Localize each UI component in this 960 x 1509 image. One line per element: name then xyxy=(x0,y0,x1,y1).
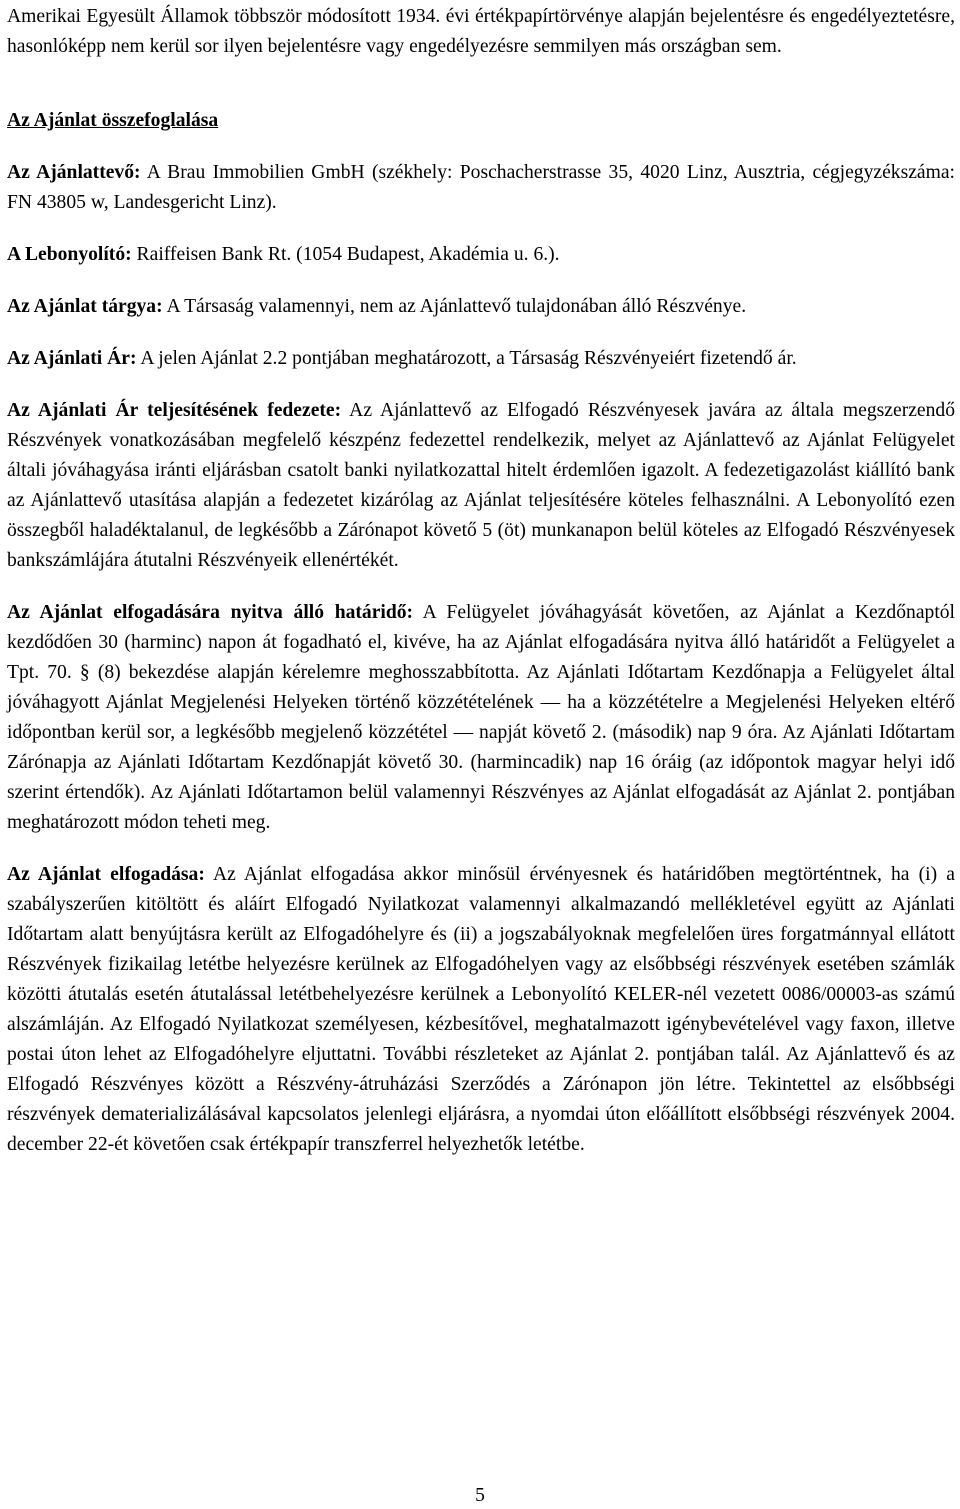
summary-heading-text: Az Ajánlat összefoglalása xyxy=(7,110,219,131)
deadline-text: A Felügyelet jóváhagyását követően, az Ajánlat a Kezdőnaptól kezdődően 30 (harminc) napon át fogadható el, kivéve, ha az Ajánlat elfogadására nyitva álló határidőt a Felügyelet a Tpt. 70. § (8) bekezdése alapján kérelemre meghosszabbította. Az Ajánlati Időtartam Kezdőnapja a Felügyelet által jóváhagyott Ajánlat Megjelenési Helyeken történő közzétételének — ha a közzétételre a Megjelenési Helyeken eltérő időpontban kerül sor, a legkésőbb megjelenő közzététel — napját követő 2. (második) nap 9 óra. Az Ajánlati Időtartam Zárónapja az Ajánlati Időtartam Kezdőnapját követő 30. (harmincadik) nap 16 óráig (az időpontok magyar helyi idő szerint értendők). Az Ajánlati Időtartamon belül valamennyi Részvényes az Ajánlat elfogadását az Ajánlat 2. pontjában meghatározott módon teheti meg. xyxy=(7,602,955,833)
subject-paragraph xyxy=(7,292,955,322)
document-page xyxy=(7,2,955,1160)
price-label: Az Ajánlati Ár: xyxy=(7,348,137,369)
deadline-paragraph xyxy=(7,598,955,838)
price-text: A jelen Ajánlat 2.2 pontjában meghatározott, a Társaság Részvényeiért fizetendő ár. xyxy=(136,348,797,369)
coverage-label: Az Ajánlati Ár teljesítésének fedezete: xyxy=(7,400,342,421)
intro-paragraph: Amerikai Egyesült Államok többször módosított 1934. évi értékpapírtörvénye alapján bejelentésre és engedélyeztetésre, hasonlóképp nem kerül sor ilyen bejelentésre vagy engedélyezésre semmilyen más országban sem. xyxy=(7,6,955,57)
coverage-paragraph xyxy=(7,396,955,576)
subject-text: A Társaság valamennyi, nem az Ajánlattevő tulajdonában álló Részvénye. xyxy=(162,296,747,317)
acceptance-paragraph xyxy=(7,860,955,1160)
offeror-text: A Brau Immobilien GmbH (székhely: Poschacherstrasse 35, 4020 Linz, Ausztria, cégjegyzékszáma: FN 43805 w, Landesgericht Linz). xyxy=(7,162,955,213)
summary-heading xyxy=(7,106,955,136)
page-number: 5 xyxy=(475,1485,485,1506)
price-paragraph xyxy=(7,344,955,374)
deadline-label: Az Ajánlat elfogadására nyitva álló határidő: xyxy=(7,602,414,623)
manager-paragraph xyxy=(7,240,955,270)
coverage-text: Az Ajánlattevő az Elfogadó Részvényesek javára az általa megszerzendő Részvények vonatkozásában megfelelő készpénz fedezettel rendelkezik, melyet az Ajánlattevő az Ajánlat Felügyelet általi jóváhagyása iránti eljárásban csatolt banki nyilatkozattal hitelt érdemlően igazolt. A fedezetigazolást kiállító bank az Ajánlattevő utasítása alapján a fedezetet kizárólag az Ajánlat teljesítésére köteles felhasználni. A Lebonyolító ezen összegből haladéktalanul, de legkésőbb a Zárónapot követő 5 (öt) munkanapon belül köteles az Elfogadó Részvényesek bankszámlájára átutalni Részvényeik ellenértékét. xyxy=(7,400,955,571)
manager-label: A Lebonyolító: xyxy=(7,244,132,265)
acceptance-label: Az Ajánlat elfogadása: xyxy=(7,864,205,885)
acceptance-text: Az Ajánlat elfogadása akkor minősül érvényesnek és határidőben megtörténtnek, ha (i) a szabályszerűen kitöltött és aláírt Elfogadó Nyilatkozat valamennyi alkalmazandó mellékletével együtt az Ajánlati Időtartam alatt benyújtásra került az Elfogadóhelyre és (ii) a jogszabályoknak megfelelően üres forgatmánnyal ellátott Részvények fizikailag letétbe helyezésre kerülnek az Elfogadóhelyen vagy az elsőbbségi részvények esetében számlák közötti átutalás esetén átutalással letétbehelyezésre kerülnek a Lebonyolító KELER-nél vezetett 0086/00003-as számú alszámláján. Az Elfogadó Nyilatkozat személyesen, kézbesítővel, meghatalmazott igénybevételével vagy faxon, illetve postai úton lehet az Elfogadóhelyre eljuttatni. További részleteket az Ajánlat 2. pontjában talál. Az Ajánlattevő és az Elfogadó Részvényes között a Részvény-átruházási Szerződés a Zárónapon jön létre. Tekintettel az elsőbbségi részvények dematerializálásával kapcsolatos jelenlegi eljárásra, a nyomdai úton előállított elsőbbségi részvények 2004. december 22-ét követően csak értékpapír transzferrel helyezhetők letétbe. xyxy=(7,864,955,1155)
subject-label: Az Ajánlat tárgya: xyxy=(7,296,163,317)
offeror-paragraph xyxy=(7,158,955,218)
manager-text: Raiffeisen Bank Rt. (1054 Budapest, Akadémia u. 6.). xyxy=(131,244,560,265)
offeror-label: Az Ajánlattevő: xyxy=(7,162,141,183)
